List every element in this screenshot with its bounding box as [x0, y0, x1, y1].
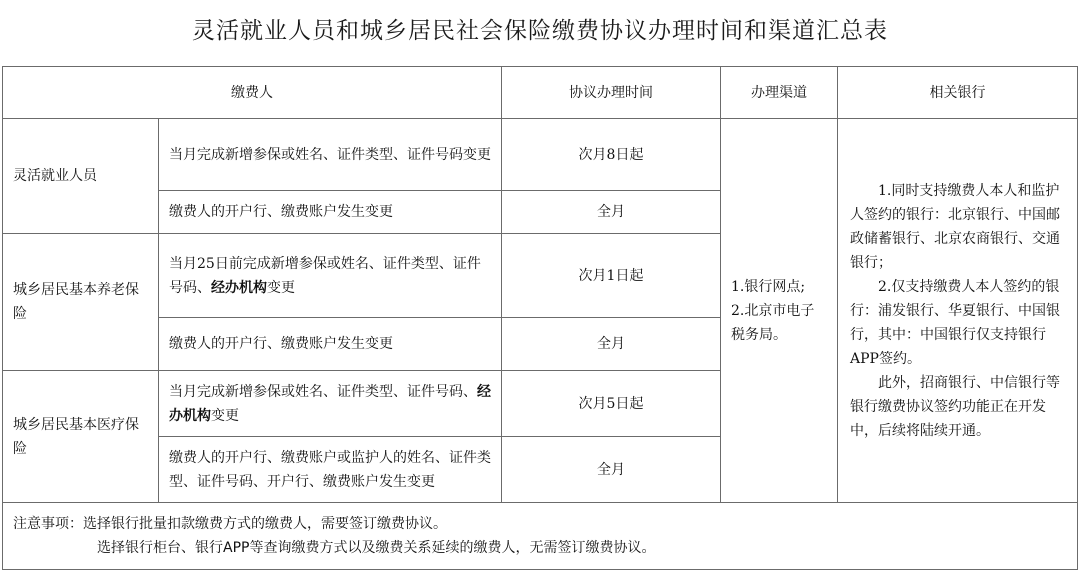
- summary-table: [2, 66, 1078, 570]
- header-time: 协议办理时间: [502, 67, 721, 119]
- payer-group-medical: 城乡居民基本医疗保险: [3, 371, 159, 503]
- note-line-2: 选择银行柜台、银行APP等查询缴费方式以及缴费关系延续的缴费人，无需签订缴费协议。: [97, 540, 656, 556]
- condition-text: 当月完成新增参保或姓名、证件类型、证件号码、: [169, 383, 477, 400]
- channel-item: 2.北京市电子税务局。: [731, 302, 815, 343]
- table-row: [3, 119, 1078, 191]
- condition-cell: [159, 234, 502, 318]
- page-title: 灵活就业人员和城乡居民社会保险缴费协议办理时间和渠道汇总表: [192, 18, 888, 44]
- condition-text: 缴费人的开户行、缴费账户发生变更: [169, 336, 393, 352]
- payer-group-pension: 城乡居民基本养老保险: [3, 234, 159, 371]
- header-channel: 办理渠道: [721, 67, 838, 119]
- notes-cell: [3, 503, 1078, 570]
- header-payer: 缴费人: [3, 67, 502, 119]
- condition-cell: [159, 371, 502, 437]
- time-cell: 全月: [502, 318, 721, 371]
- time-cell: 全月: [502, 191, 721, 234]
- time-cell: 次月1日起: [502, 234, 721, 318]
- condition-text-tail: 变更: [211, 407, 239, 424]
- condition-text: 当月25日前完成新增参保或姓名、证件类型、证件号码、: [169, 255, 481, 296]
- note-line-1: [13, 512, 1067, 536]
- channel-cell: [721, 119, 838, 503]
- condition-text: 缴费人的开户行、缴费账户或监护人的姓名、证件类型、证件号码、开户行、缴费账户发生变更: [169, 449, 491, 490]
- bank-paragraph: 此外，招商银行、中信银行等银行缴费协议签约功能正在开发中，后续将陆续开通。: [850, 374, 1060, 439]
- bank-paragraph: 1.同时支持缴费人本人和监护人签约的银行：北京银行、中国邮政储蓄银行、北京农商银行、交通银行；: [850, 182, 1060, 271]
- condition-cell: [159, 119, 502, 191]
- notes-label: 注意事项：: [13, 516, 83, 532]
- payer-group-flexible: 灵活就业人员: [3, 119, 159, 234]
- time-cell: 次月8日起: [502, 119, 721, 191]
- notes-row: [3, 503, 1078, 570]
- condition-text: 缴费人的开户行、缴费账户发生变更: [169, 204, 393, 220]
- condition-text: 当月完成新增参保或姓名、证件类型、证件号码变更: [169, 146, 491, 163]
- condition-text-tail: 变更: [267, 279, 295, 296]
- time-cell: 全月: [502, 437, 721, 503]
- condition-cell: [159, 191, 502, 234]
- condition-cell: [159, 437, 502, 503]
- header-bank: 相关银行: [838, 67, 1078, 119]
- condition-bold-text: 经办机构: [211, 279, 267, 296]
- channel-item: 1.银行网点;: [731, 278, 806, 295]
- condition-cell: [159, 318, 502, 371]
- note-text: 选择银行批量扣款缴费方式的缴费人，需要签订缴费协议。: [83, 516, 447, 532]
- bank-paragraph: 2.仅支持缴费人本人签约的银行：浦发银行、华夏银行、中国银行，其中：中国银行仅支持银行APP签约。: [850, 278, 1060, 367]
- table-header-row: [3, 67, 1078, 119]
- bank-cell: [838, 119, 1078, 503]
- condition-bold-text: 经办机构: [169, 383, 491, 424]
- time-cell: 次月5日起: [502, 371, 721, 437]
